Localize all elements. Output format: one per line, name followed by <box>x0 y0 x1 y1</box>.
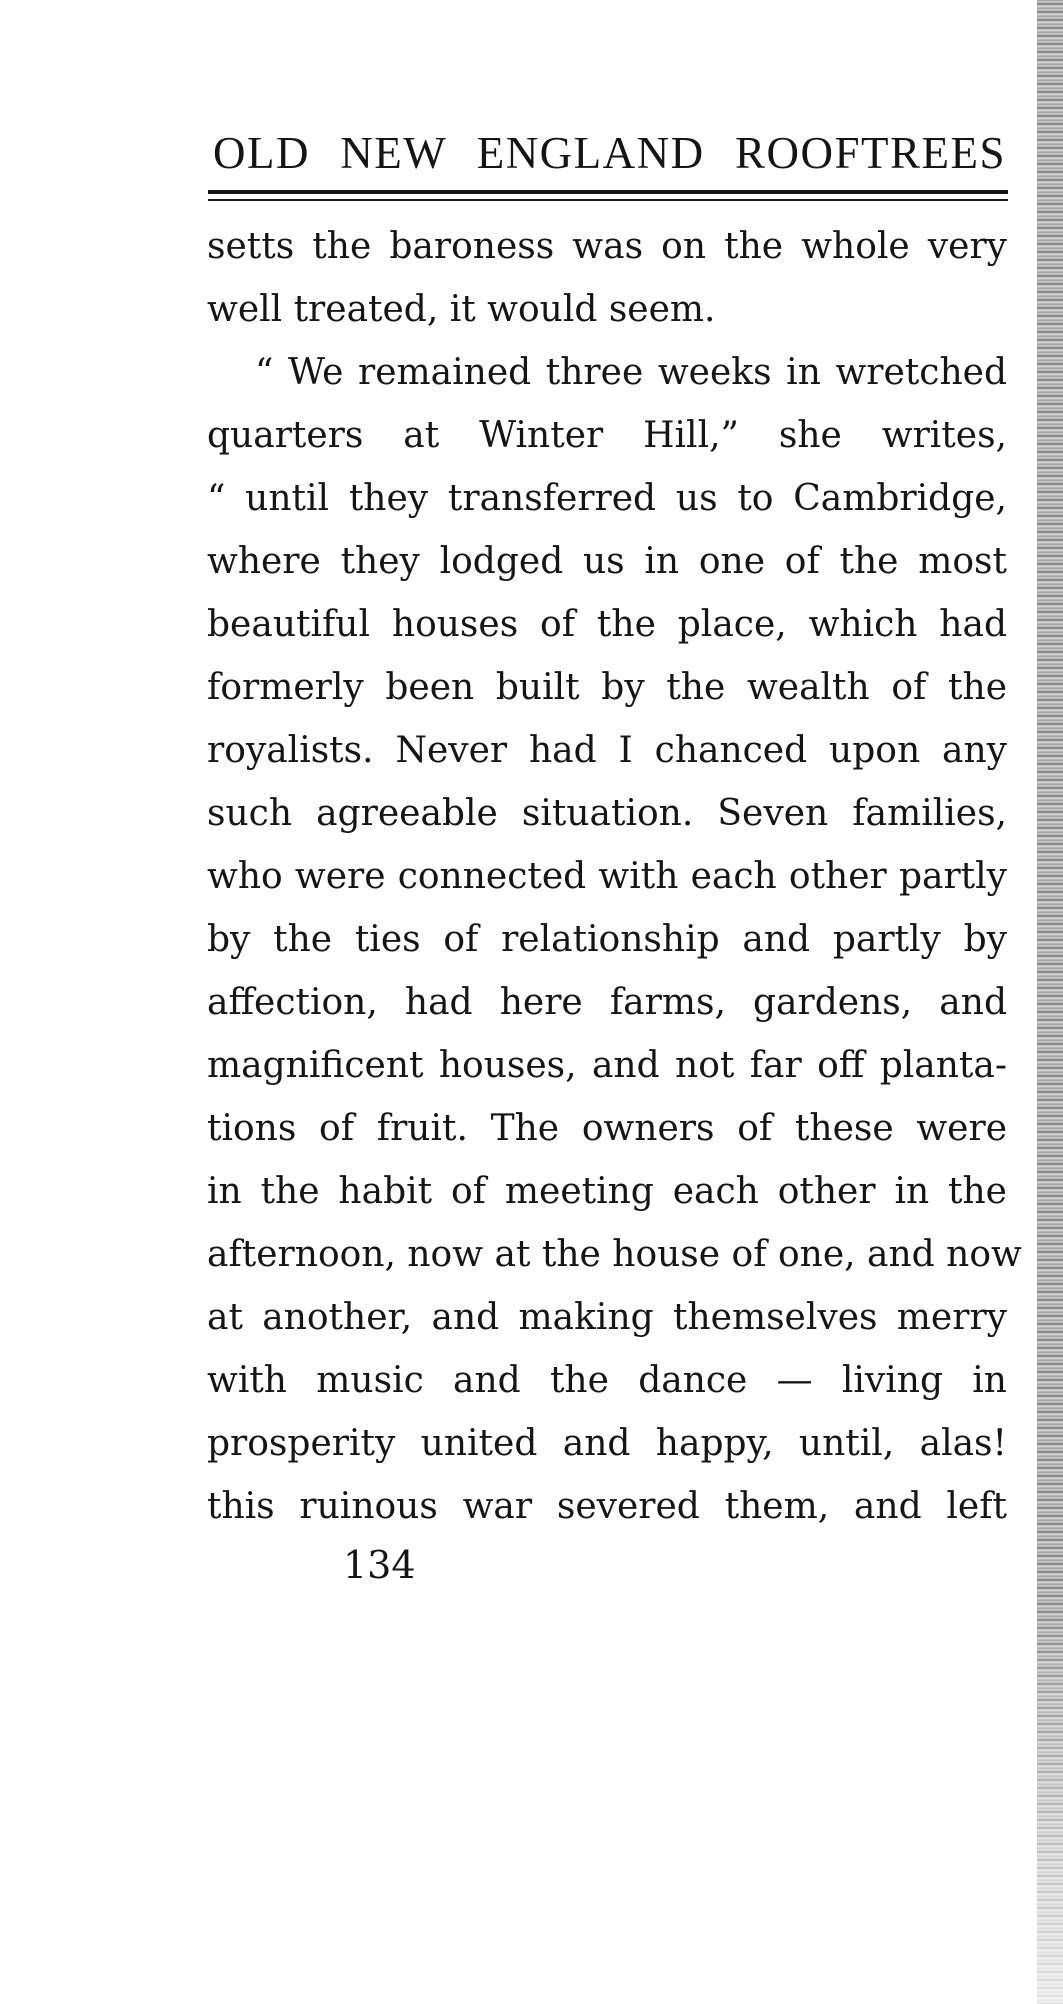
text-line: setts the baroness was on the whole very <box>207 226 1007 267</box>
text-line: “ until they transferred us to Cambridge, <box>207 478 1007 519</box>
header-rule <box>208 190 1008 194</box>
text-line: tions of fruit. The owners of these were <box>207 1108 1007 1149</box>
text-line: affection, had here farms, gardens, and <box>207 982 1007 1023</box>
text-line: quarters at Winter Hill,” she writes, <box>207 415 1007 456</box>
text-line: with music and the dance — living in <box>207 1360 1007 1401</box>
text-line: well treated, it would seem. <box>207 289 716 330</box>
text-line: by the ties of relationship and partly by <box>207 919 1007 960</box>
text-line: prosperity united and happy, until, alas! <box>207 1423 1007 1464</box>
text-line: at another, and making themselves merry <box>207 1297 1007 1338</box>
text-line: beautiful houses of the place, which had <box>207 604 1007 645</box>
body-text <box>207 215 1022 1538</box>
text-line: afternoon, now at the house of one, and now <box>207 1234 1022 1275</box>
text-line: such agreeable situation. Seven families, <box>207 793 1007 834</box>
text-line: in the habit of meeting each other in the <box>207 1171 1007 1212</box>
text-line: formerly been built by the wealth of the <box>207 667 1007 708</box>
text-line: royalists. Never had I chanced upon any <box>207 730 1007 771</box>
text-line: “ We remained three weeks in wretched <box>255 352 1007 393</box>
header-rule <box>208 199 1008 201</box>
text-line: who were connected with each other partly <box>207 856 1007 897</box>
page-number: 134 <box>343 1543 416 1587</box>
text-line: where they lodged us in one of the most <box>207 541 1007 582</box>
text-line: this ruinous war severed them, and left <box>207 1486 1007 1527</box>
text-line: magnificent houses, and not far off planta- <box>207 1045 1007 1086</box>
page-edge-fade <box>1037 1600 1063 2004</box>
running-head: OLD NEW ENGLAND ROOFTREES <box>213 128 1006 178</box>
